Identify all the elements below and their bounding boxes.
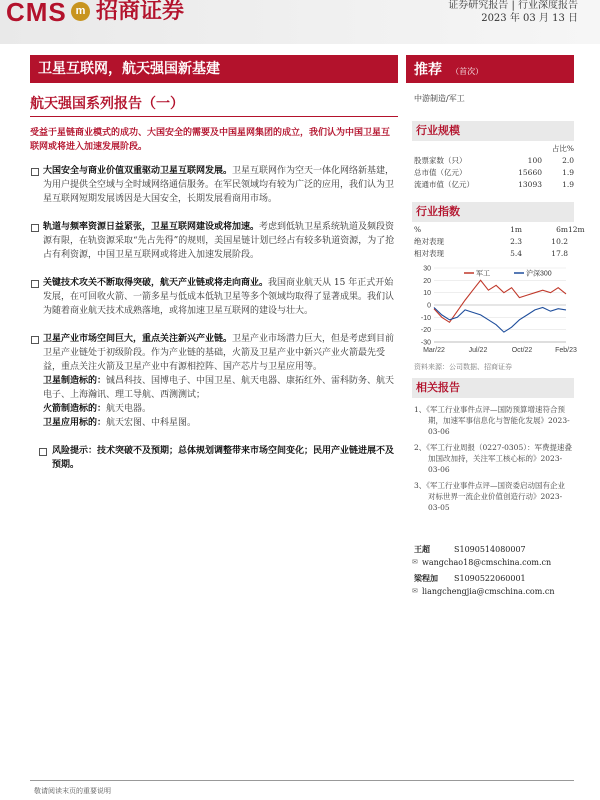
table-header-row [414,143,574,155]
row-pct: 1.9 [562,168,574,177]
related-section-title: 相关报告 [412,378,574,398]
row-value: 13093 [518,180,542,189]
row-label: 绝对表现 [414,237,444,246]
table-header-row: % 1m 6m 12m [414,225,585,234]
y-tick-label: -30 [420,339,431,347]
bullet-item [30,164,398,206]
x-tick-label: Oct/22 [511,347,533,354]
row-value: 2.3 [510,237,522,246]
bullet-head: 轨道与频率资源日益紧张，卫星互联网建设或将加速。 [43,222,260,232]
report-subtitle: 航天强国系列报告（一） [30,96,184,112]
analyst-list [414,543,574,601]
related-report-link[interactable]: 2、《军工行业周报（0227-0305）：军费提速叠加国改加持，关注军工核心标的》2023-03-06 [414,443,572,474]
col-head: 6m [556,225,568,234]
table-row [414,248,574,260]
row-value: 10.2 [551,237,568,246]
analyst-cert: S1090522060001 [454,574,526,583]
y-tick-label: -10 [420,314,431,322]
bullet-item [30,276,398,318]
index-chart [412,260,577,360]
side-category-box [414,93,574,104]
chart-svg [412,260,577,360]
bullet-item [30,220,398,262]
analyst [414,543,574,569]
target-value: 铖昌科技、国博电子、中国卫星、航天电器、康拓红外、雷科防务、航天电子、上海瀚讯、理工导航、西测测试； [43,376,395,400]
brand-logo-text: CMS [6,0,67,27]
row-pct: 2.0 [562,156,574,165]
bullet-head: 卫星产业市场空间巨大，重点关注新兴产业链。 [43,334,233,344]
y-tick-label: 10 [423,290,431,298]
bullet-body: 考虑到低轨卫星系统轨道及频段资源有限，在轨资源采取“先占先得”的规则，美国星链计划已经占有较多轨道资源，为了抢占有利资源，中国卫星互联网或将进入加速发展阶段。 [43,222,395,260]
target-line [43,416,398,430]
bullet-body: 卫星产业市场潜力巨大，但是考虑到目前卫星产业链处于初级阶段。作为产业链的基础，火箭及卫星产业中新兴产业火箭最先受益，重点关注火箭及卫星产业中有源相控阵、国产芯片与卫星应用等。 [43,334,395,372]
target-label: 火箭制造标的： [43,404,107,414]
report-type: 证券研究报告 | 行业深度报告 [448,0,578,11]
bullet-head: 大国安全与商业价值双重驱动卫星互联网发展。 [43,166,233,176]
scale-section-title: 行业规模 [412,121,574,141]
col-head: 1m [510,225,522,234]
x-tick-label: Jul/22 [468,347,488,354]
related-report-link[interactable]: 1、《军工行业事件点评—国防预算增速符合预期，加速军事信息化与智能化发展》2023-03-06 [414,405,570,436]
index-section-title: 行业指数 [412,202,574,222]
legend-label: 军工 [476,270,490,278]
page-header [0,0,600,44]
table-row [414,236,574,248]
report-date: 2023 年 03 月 13 日 [481,13,578,24]
analyst-cert: S1090514080007 [454,545,526,554]
analyst-email[interactable]: ✉ wangchao18@cmschina.com.cn [414,556,574,569]
bullet-body: 卫星互联网作为空天一体化网络新基建，为用户提供全空域与全时域网络通信服务。在军民领域均有较为广泛的应用，我们认为卫星互联网短期发展诱因是大国安全，长期发展看商用市场。 [43,166,395,204]
table-row [414,167,574,179]
row-value: 5.4 [510,249,522,258]
bullet-head: 关键技术攻关不断取得突破，航天产业链或将走向商业。 [43,278,269,288]
scale-table [414,143,574,191]
bullet-list [30,164,398,472]
target-value: 航天电器。 [106,404,152,414]
target-label: 卫星制造标的： [43,376,107,386]
legend-label: 沪深300 [526,270,552,278]
report-title: 卫星互联网，航天强国新基建 [30,55,398,83]
row-pct: 1.9 [562,180,574,189]
target-label: 卫星应用标的： [43,418,107,428]
series-line-military [434,280,566,322]
target-line [43,374,398,402]
row-value: 15660 [518,168,542,177]
risk-note: 风险提示：技术突破不及预期；总体规划调整带来市场空间变化；民用产业链进展不及预期。 [30,444,398,472]
y-tick-label: 30 [423,265,431,273]
bullet-item [30,332,398,430]
index-table [414,224,585,260]
row-label: 股票家数（只） [414,156,467,165]
y-tick-label: 0 [427,302,431,310]
series-line-csi300 [434,308,566,333]
row-label: 总市值（亿元） [414,168,467,177]
x-tick-label: Feb/23 [555,347,577,354]
target-line [43,402,398,416]
bullet-body: 我国商业航天从 15 年正式开始发展，在可回收火箭、一箭多星与低成本低轨卫星等多个领域均取得了显著成果。我们认为随着商业航天技术成熟落地，或将加速卫星互联网的建设与壮大。 [43,278,395,316]
row-label: 相对表现 [414,249,444,258]
divider [30,116,398,117]
unit-label: 占比% [551,144,574,153]
col-head: % [414,225,422,234]
chart-source: 资料来源：公司数据、招商证券 [414,363,512,371]
rating-note: （首次） [451,67,484,76]
analyst-email[interactable]: ✉ liangchengjia@cmschina.com.cn [414,585,574,598]
row-value: 100 [527,156,542,165]
row-value: 17.8 [551,249,568,258]
table-row [414,179,574,191]
brand-logo-icon: m [71,2,90,21]
footer-note: 敬请阅读末页的重要说明 [34,787,111,795]
related-list [414,404,572,518]
rating-band [406,55,574,83]
y-tick-label: -20 [420,327,431,335]
rating: 推荐 [414,62,442,78]
analyst-name: 王超 [414,544,430,554]
row-label: 流通市值（亿元） [414,180,474,189]
analyst [414,572,574,598]
x-tick-label: Mar/22 [423,347,445,354]
brand-name: 招商证券 [96,0,185,24]
table-row [414,155,574,167]
summary: 受益于星链商业模式的成功、大国安全的需要及中国星网集团的成立，我们认为中国卫星互联网或将进入加速发展阶段。 [30,128,391,152]
industry-category: 中游制造/军工 [414,94,465,103]
analyst-name: 梁程加 [414,573,438,583]
y-tick-label: 20 [423,277,431,285]
footer-divider [30,780,574,781]
target-value: 航天宏图、中科星图。 [106,418,197,428]
related-report-link[interactable]: 3、《军工行业事件点评—国资委启动国有企业对标世界一流企业价值创造行动》2023-03-05 [414,481,566,512]
